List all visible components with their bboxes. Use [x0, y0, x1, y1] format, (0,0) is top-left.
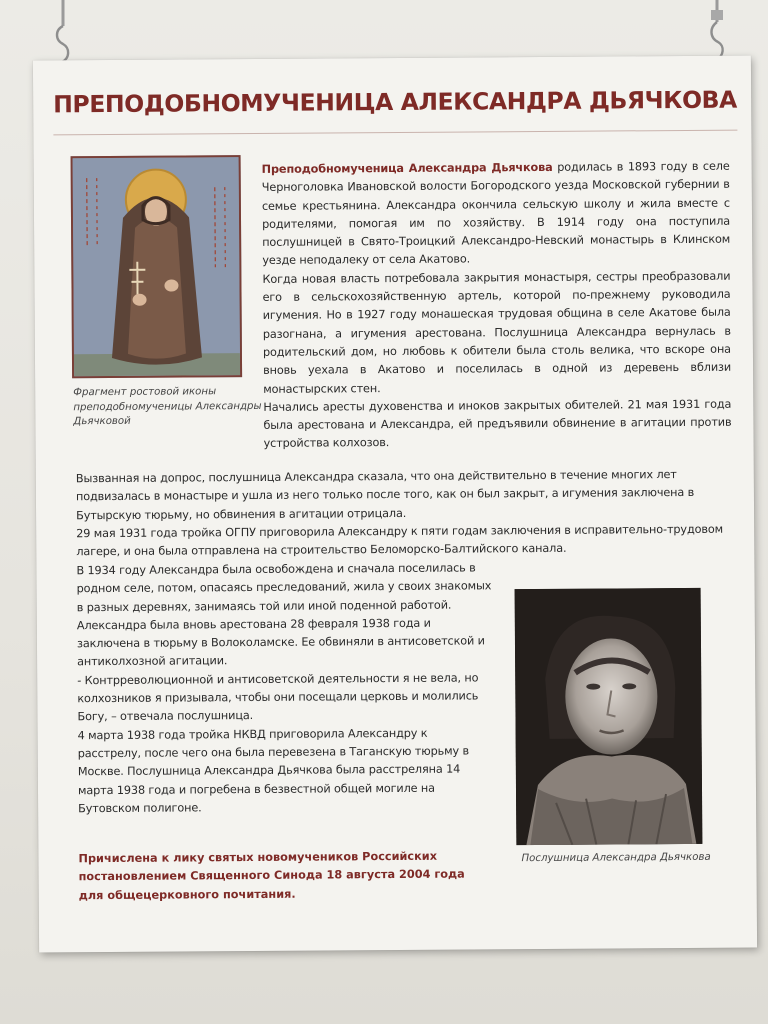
biography-paragraph: - Контрреволюционной и антисоветской деятельности я не вела, но колхозников я призывала, чтобы они посещали церковь и молились Богу, – отвечала послушница. — [77, 671, 479, 724]
biography-paragraph: 4 марта 1938 года тройка НКВД приговорила Александру к расстрелу, после чего она была перевезена в Таганскую тюрьму в Москве. Послушница Александра Дьячкова была расстреляна 14 марта 1938 года и погребена в безвестной общей могиле на Бутовском полигоне. — [77, 726, 469, 816]
icon-caption: Фрагмент ростовой иконы преподобномученицы Александры Дьячковой — [73, 386, 262, 428]
saint-icon-image — [71, 155, 243, 378]
memorial-poster — [33, 56, 757, 953]
biography-paragraph: Начались аресты духовенства и иноков закрытых обителей. 21 мая 1931 года была арестована и Александра, ей предъявили обвинение в агитации против устройства колхозов. — [263, 397, 732, 451]
portrait-illustration — [515, 588, 703, 845]
saint-icon-illustration — [73, 157, 241, 376]
title-divider — [53, 130, 737, 136]
biography-text: родилась в 1893 году в селе Черноголовка Ивановской волости Богородского уезда Московской губернии в семье крестьянина. Александра окончила сельскую школу и жила вместе с родителями, помогая им по хозяйству. В 1914 году она поступила послушницей в Свято-Троицкий Александро-Невский монастырь в Клинском уезде неподалеку от села Акатово. — [261, 159, 731, 268]
biography-later-life — [76, 559, 493, 818]
biography-paragraph — [262, 158, 731, 271]
photo-caption: Послушница Александра Дьячкова — [521, 851, 711, 865]
biography-paragraph: Когда новая власть потребовала закрытия монастыря, сестры преобразовали его в сельскохозяйственную артель, которой по-прежнему руководила игумения. Но в 1927 году монашеская трудовая община в селе Акатове была разогнана, а игумения арестована. Послушница Александра вернулась в родительский дом, но любовь к обители была столь велика, что вскоре она вновь уехала в Акатово и поселилась в одной из деревень вблизи монастырских стен. — [262, 269, 732, 396]
portrait-photo — [515, 588, 703, 845]
biography-paragraph: Александра была вновь арестована 28 февраля 1938 года и заключена в тюрьму в Волоколамске. Ее обвиняли в антисоветской и антиколхозной агитации. — [76, 616, 485, 669]
biography-paragraph: Вызванная на допрос, послушница Александра сказала, что она действительно в течение многих лет подвизалась в монастыре и ушла из него только после того, как он был закрыт, а игумения заключена в Бутырскую тюрьму, но обвинения в агитации отрицала. — [75, 468, 695, 522]
saint-name-highlight: Преподобномученица Александра Дьячкова — [261, 160, 553, 176]
biography-intro — [262, 158, 732, 454]
page-title: ПРЕПОДОБНОМУЧЕНИЦА АЛЕКСАНДРА ДЬЯЧКОВА — [53, 85, 738, 119]
biography-paragraph: В 1934 году Александра была освобождена и сначала поселилась в родном селе, потом, опасаясь преследований, жила у своих знакомых в разных деревнях, занимаясь той или иной поденной работой. — [76, 561, 492, 614]
biography-paragraph: 29 мая 1931 года тройка ОГПУ приговорила Александру к пяти годам заключения в исправительно-трудовом лагере, и она была отправлена на строительство Беломорско-Балтийского канала. — [76, 522, 724, 559]
biography-interrogation — [76, 466, 733, 562]
canonization-note: Причислена к лику святых новомучеников Российских постановлением Священного Синода 18 августа 2004 года для общецерковного почитания. — [78, 849, 465, 902]
